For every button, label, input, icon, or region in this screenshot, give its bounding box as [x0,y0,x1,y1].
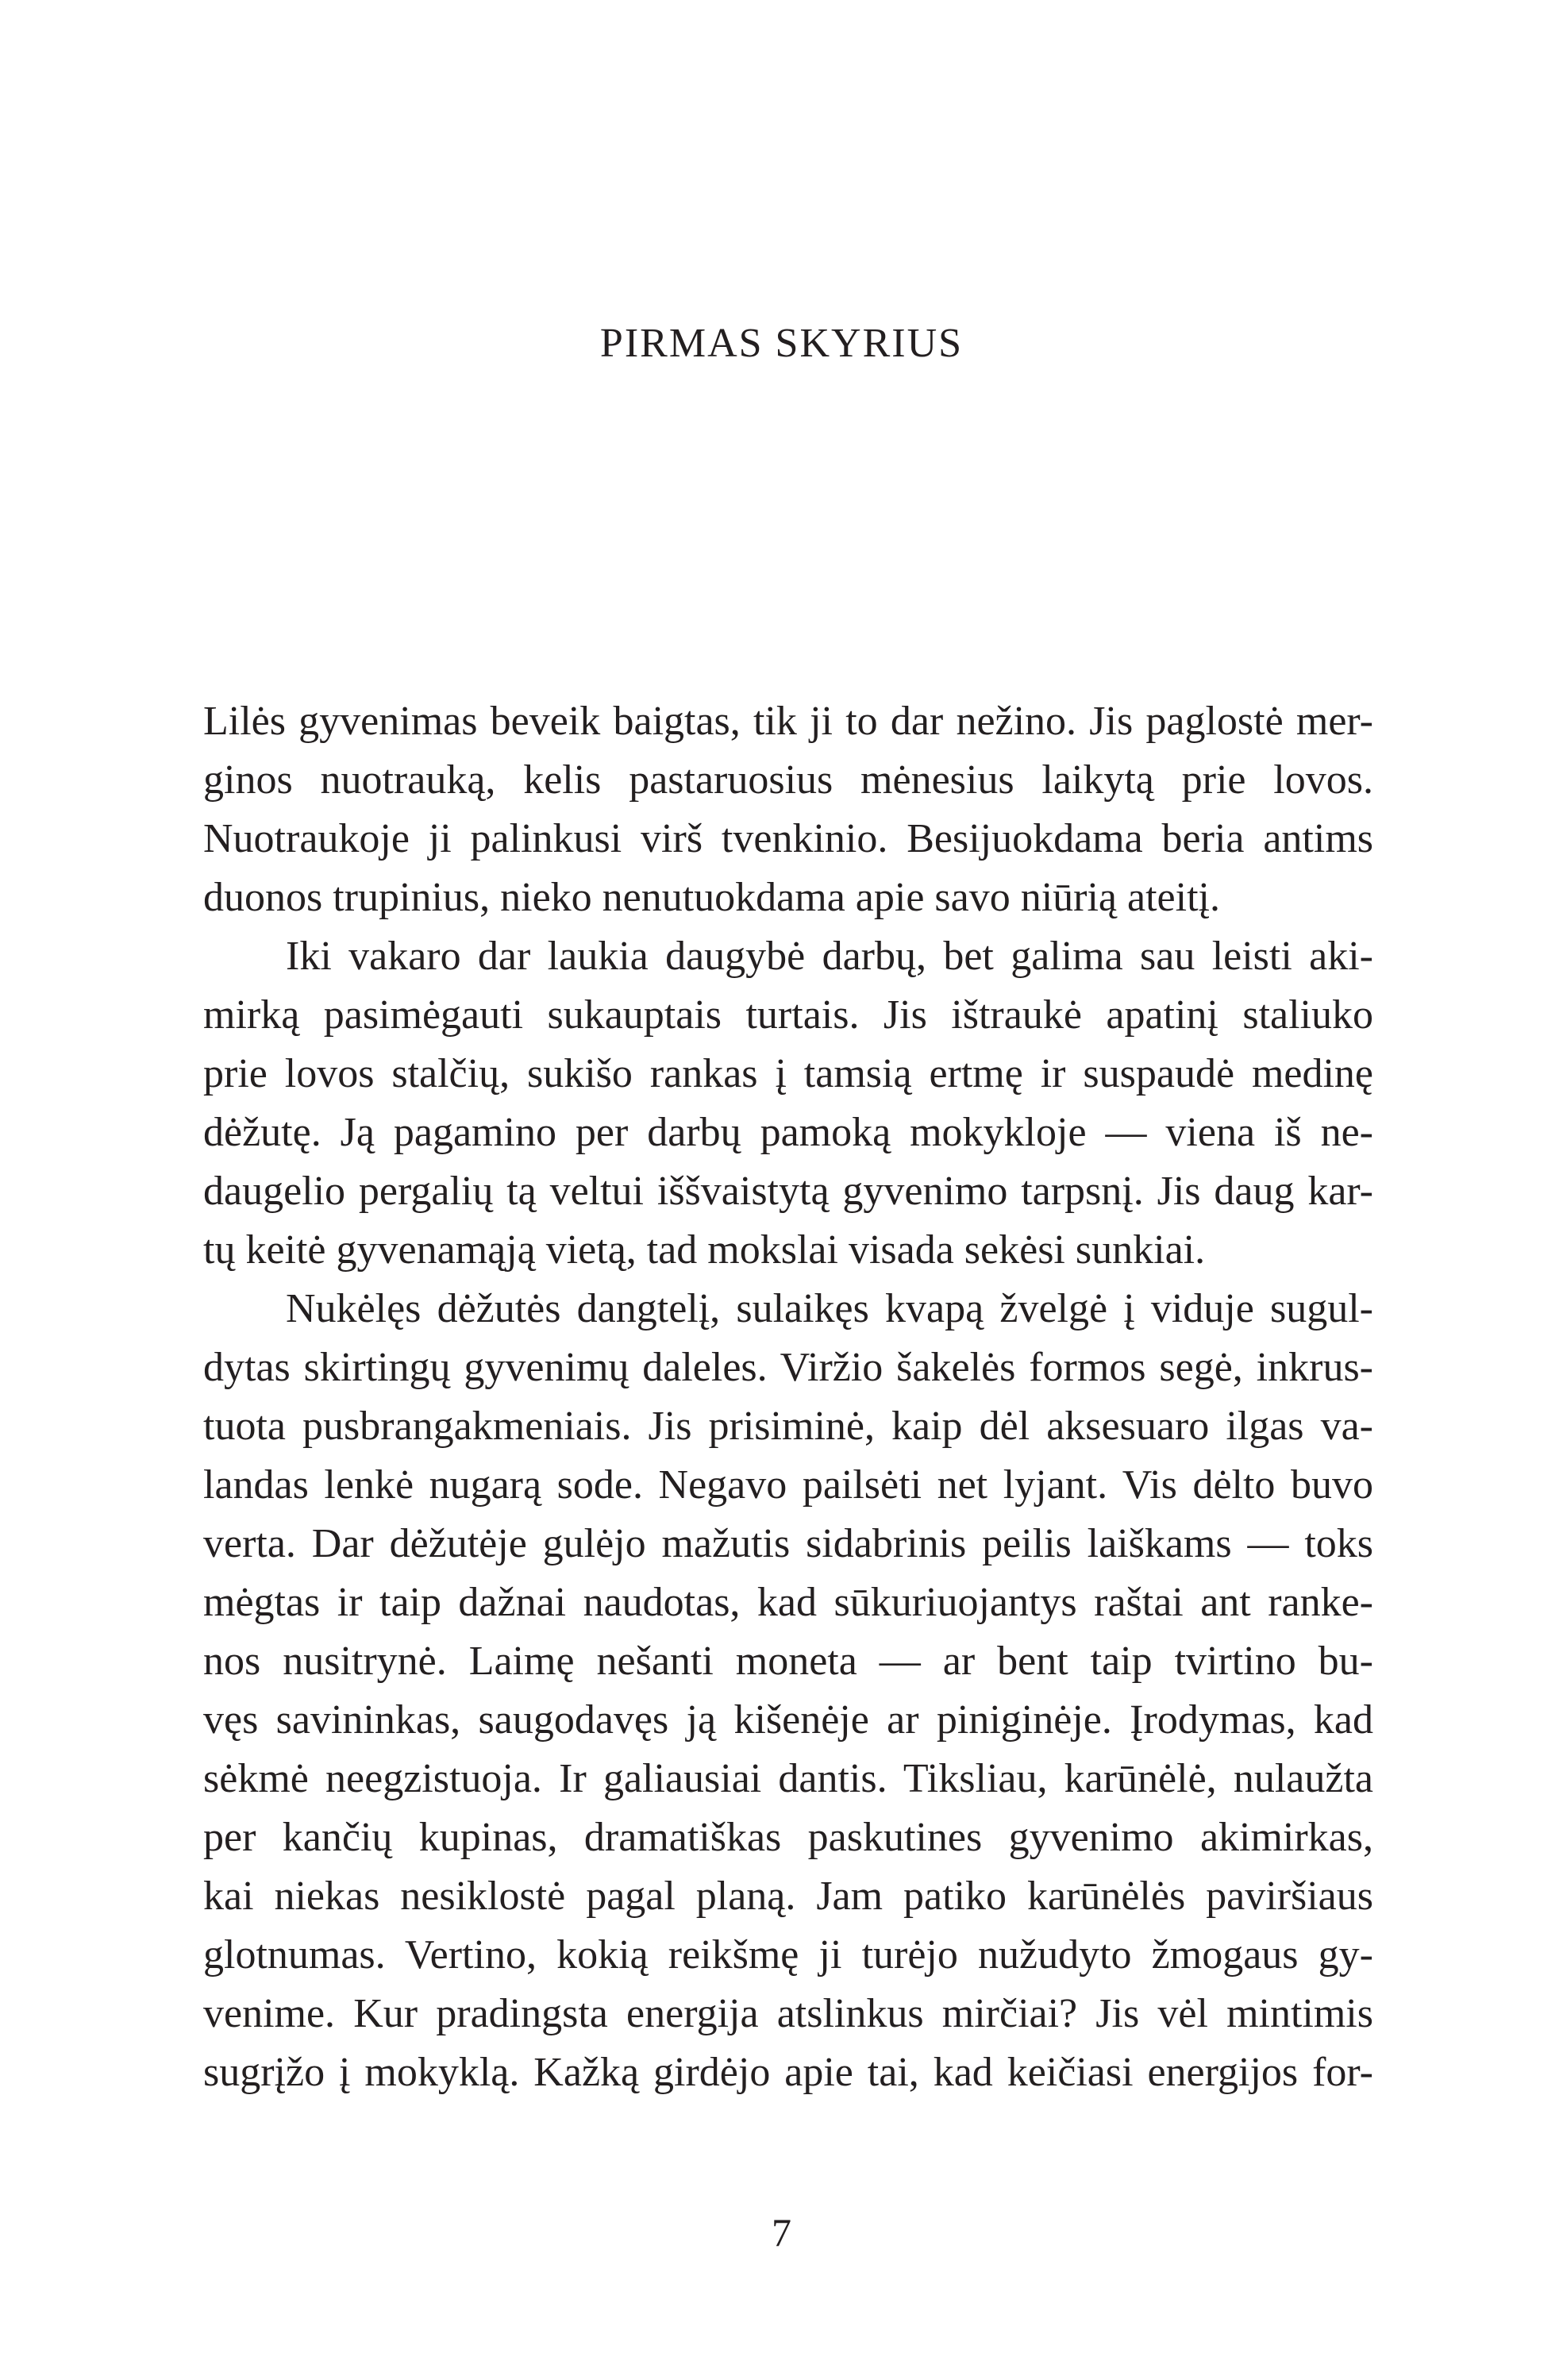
body-text [203,692,1373,2102]
text-line: landas lenkė nugarą sode. Negavo pailsėti net lyjant. Vis dėlto buvo [203,1462,1373,1508]
text-line: glotnumas. Vertino, kokią reikšmę ji turėjo nužudyto žmogaus gy- [203,1932,1373,1978]
text-line: kai niekas nesiklostė pagal planą. Jam patiko karūnėlės paviršiaus [203,1874,1373,1919]
text-line: Nuotraukoje ji palinkusi virš tvenkinio. Besijuokdama beria antims [203,816,1373,861]
text-line: duonos trupinius, nieko nenutuokdama apie savo niūrią ateitį. [203,875,1220,920]
text-line: mirką pasimėgauti sukauptais turtais. Jis ištraukė apatinį staliuko [203,992,1373,1038]
text-line: venime. Kur pradingsta energija atslinkus mirčiai? Jis vėl mintimis [203,1991,1373,2036]
page-number: 7 [772,2210,791,2255]
text-line: Lilės gyvenimas beveik baigtas, tik ji to dar nežino. Jis paglostė mer- [203,699,1373,744]
text-line: Iki vakaro dar laukia daugybė darbų, bet galima sau leisti aki- [286,934,1373,979]
text-line: daugelio pergalių tą veltui iššvaistytą gyvenimo tarpsnį. Jis daug kar- [203,1169,1373,1214]
paragraph-2 [203,927,1373,1280]
text-line: tuota pusbrangakmeniais. Jis prisiminė, kaip dėl aksesuaro ilgas va- [203,1404,1373,1449]
text-line: dytas skirtingų gyvenimų daleles. Viržio šakelės formos segė, inkrus- [203,1345,1373,1390]
text-line: mėgtas ir taip dažnai naudotas, kad sūkuriuojantys raštai ant ranke- [203,1580,1373,1625]
text-line: sėkmė neegzistuoja. Ir galiausiai dantis. Tiksliau, karūnėlė, nulaužta [203,1756,1373,1801]
text-line: dėžutę. Ją pagamino per darbų pamoką mokykloje — viena iš ne- [203,1110,1373,1155]
text-line: verta. Dar dėžutėje gulėjo mažutis sidabrinis peilis laiškams — toks [203,1521,1373,1566]
paragraph-3 [203,1280,1373,2102]
text-line: Nukėlęs dėžutės dangtelį, sulaikęs kvapą žvelgė į viduje sugul- [286,1286,1373,1331]
text-line: per kančių kupinas, dramatiškas paskutines gyvenimo akimirkas, [203,1815,1373,1860]
text-line: tų keitė gyvenamąją vietą, tad mokslai visada sekėsi sunkiai. [203,1227,1206,1273]
text-line: prie lovos stalčių, sukišo rankas į tamsią ertmę ir suspaudė medinę [203,1051,1373,1096]
text-line: sugrįžo į mokyklą. Kažką girdėjo apie tai, kad keičiasi energijos for- [203,2050,1373,2095]
text-line: nos nusitrynė. Laimę nešanti moneta — ar bent taip tvirtino bu- [203,1639,1373,1684]
chapter-heading: PIRMAS SKYRIUS [599,321,964,366]
paragraph-1 [203,692,1373,927]
text-line: vęs savininkas, saugodavęs ją kišenėje ar piniginėje. Įrodymas, kad [203,1697,1373,1743]
text-line: ginos nuotrauką, kelis pastaruosius mėnesius laikytą prie lovos. [203,757,1373,803]
